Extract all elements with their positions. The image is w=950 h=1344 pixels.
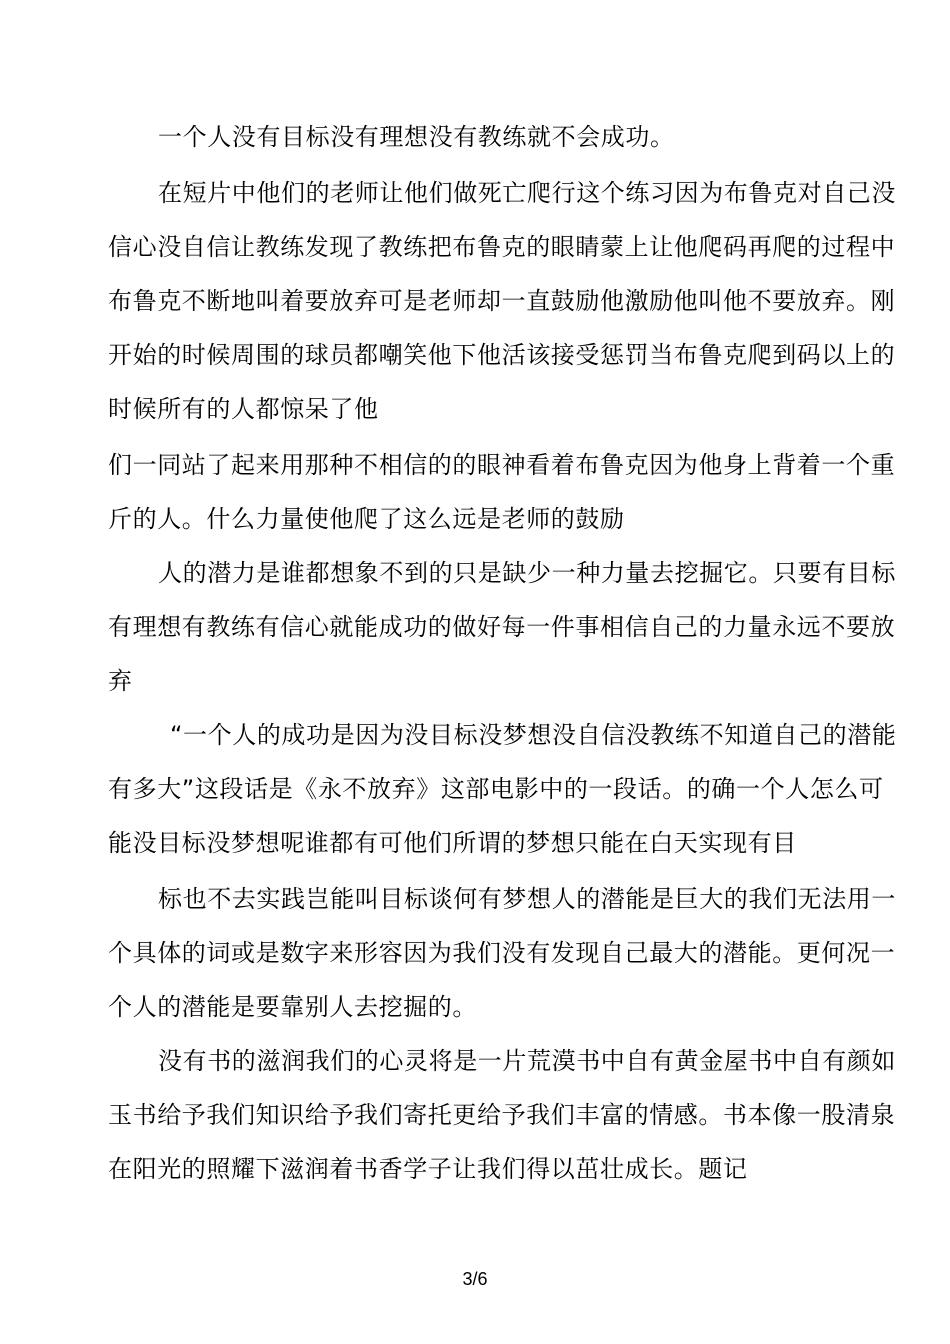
text-line: 个人的潜能是要靠别人去挖掘的。: [108, 993, 477, 1021]
text-line: 在短片中他们的老师让他们做死亡爬行这个练习因为布鲁克对自己没: [158, 179, 896, 207]
text-line: 能没目标没梦想呢谁都有可他们所谓的梦想只能在白天实现有目: [108, 829, 797, 857]
text-line: 有多大”这段话是《永不放弃》这部电影中的一段话。的确一个人怎么可: [108, 775, 884, 803]
text-line: 标也不去实践岂能叫目标谈何有梦想人的潜能是巨大的我们无法用一: [158, 885, 896, 913]
text-line: 信心没自信让教练发现了教练把布鲁克的眼睛蒙上让他爬码再爬的过程中: [108, 233, 896, 261]
text-line: 玉书给予我们知识给予我们寄托更给予我们丰富的情感。书本像一股清泉: [108, 1101, 896, 1129]
text-line: 们一同站了起来用那种不相信的的眼神看着布鲁克因为他身上背着一个重: [108, 451, 896, 479]
text-line: 人的潜力是谁都想象不到的只是缺少一种力量去挖掘它。只要有目标: [158, 559, 896, 587]
text-line: 在阳光的照耀下滋润着书香学子让我们得以茁壮成长。题记: [108, 1155, 748, 1183]
page-number: 3/6: [462, 1269, 488, 1289]
text-line: 时候所有的人都惊呆了他: [108, 395, 379, 423]
text-line: 有理想有教练有信心就能成功的做好每一件事相信自己的力量永远不要放: [108, 613, 896, 641]
text-line: 弃: [108, 667, 133, 695]
text-line: 一个人没有目标没有理想没有教练就不会成功。: [158, 123, 675, 151]
text-line: 开始的时候周围的球员都嘲笑他下他活该接受惩罚当布鲁克爬到码以上的: [108, 341, 896, 369]
text-line: “一个人的成功是因为没目标没梦想没自信没教练不知道自己的潜能: [170, 721, 897, 749]
text-line: 斤的人。什么力量使他爬了这么远是老师的鼓励: [108, 505, 625, 533]
text-line: 没有书的滋润我们的心灵将是一片荒漠书中自有黄金屋书中自有颜如: [158, 1047, 896, 1075]
text-line: 个具体的词或是数字来形容因为我们没有发现自己最大的潜能。更何况一: [108, 939, 896, 967]
text-line: 布鲁克不断地叫着要放弃可是老师却一直鼓励他激励他叫他不要放弃。刚: [108, 287, 896, 315]
